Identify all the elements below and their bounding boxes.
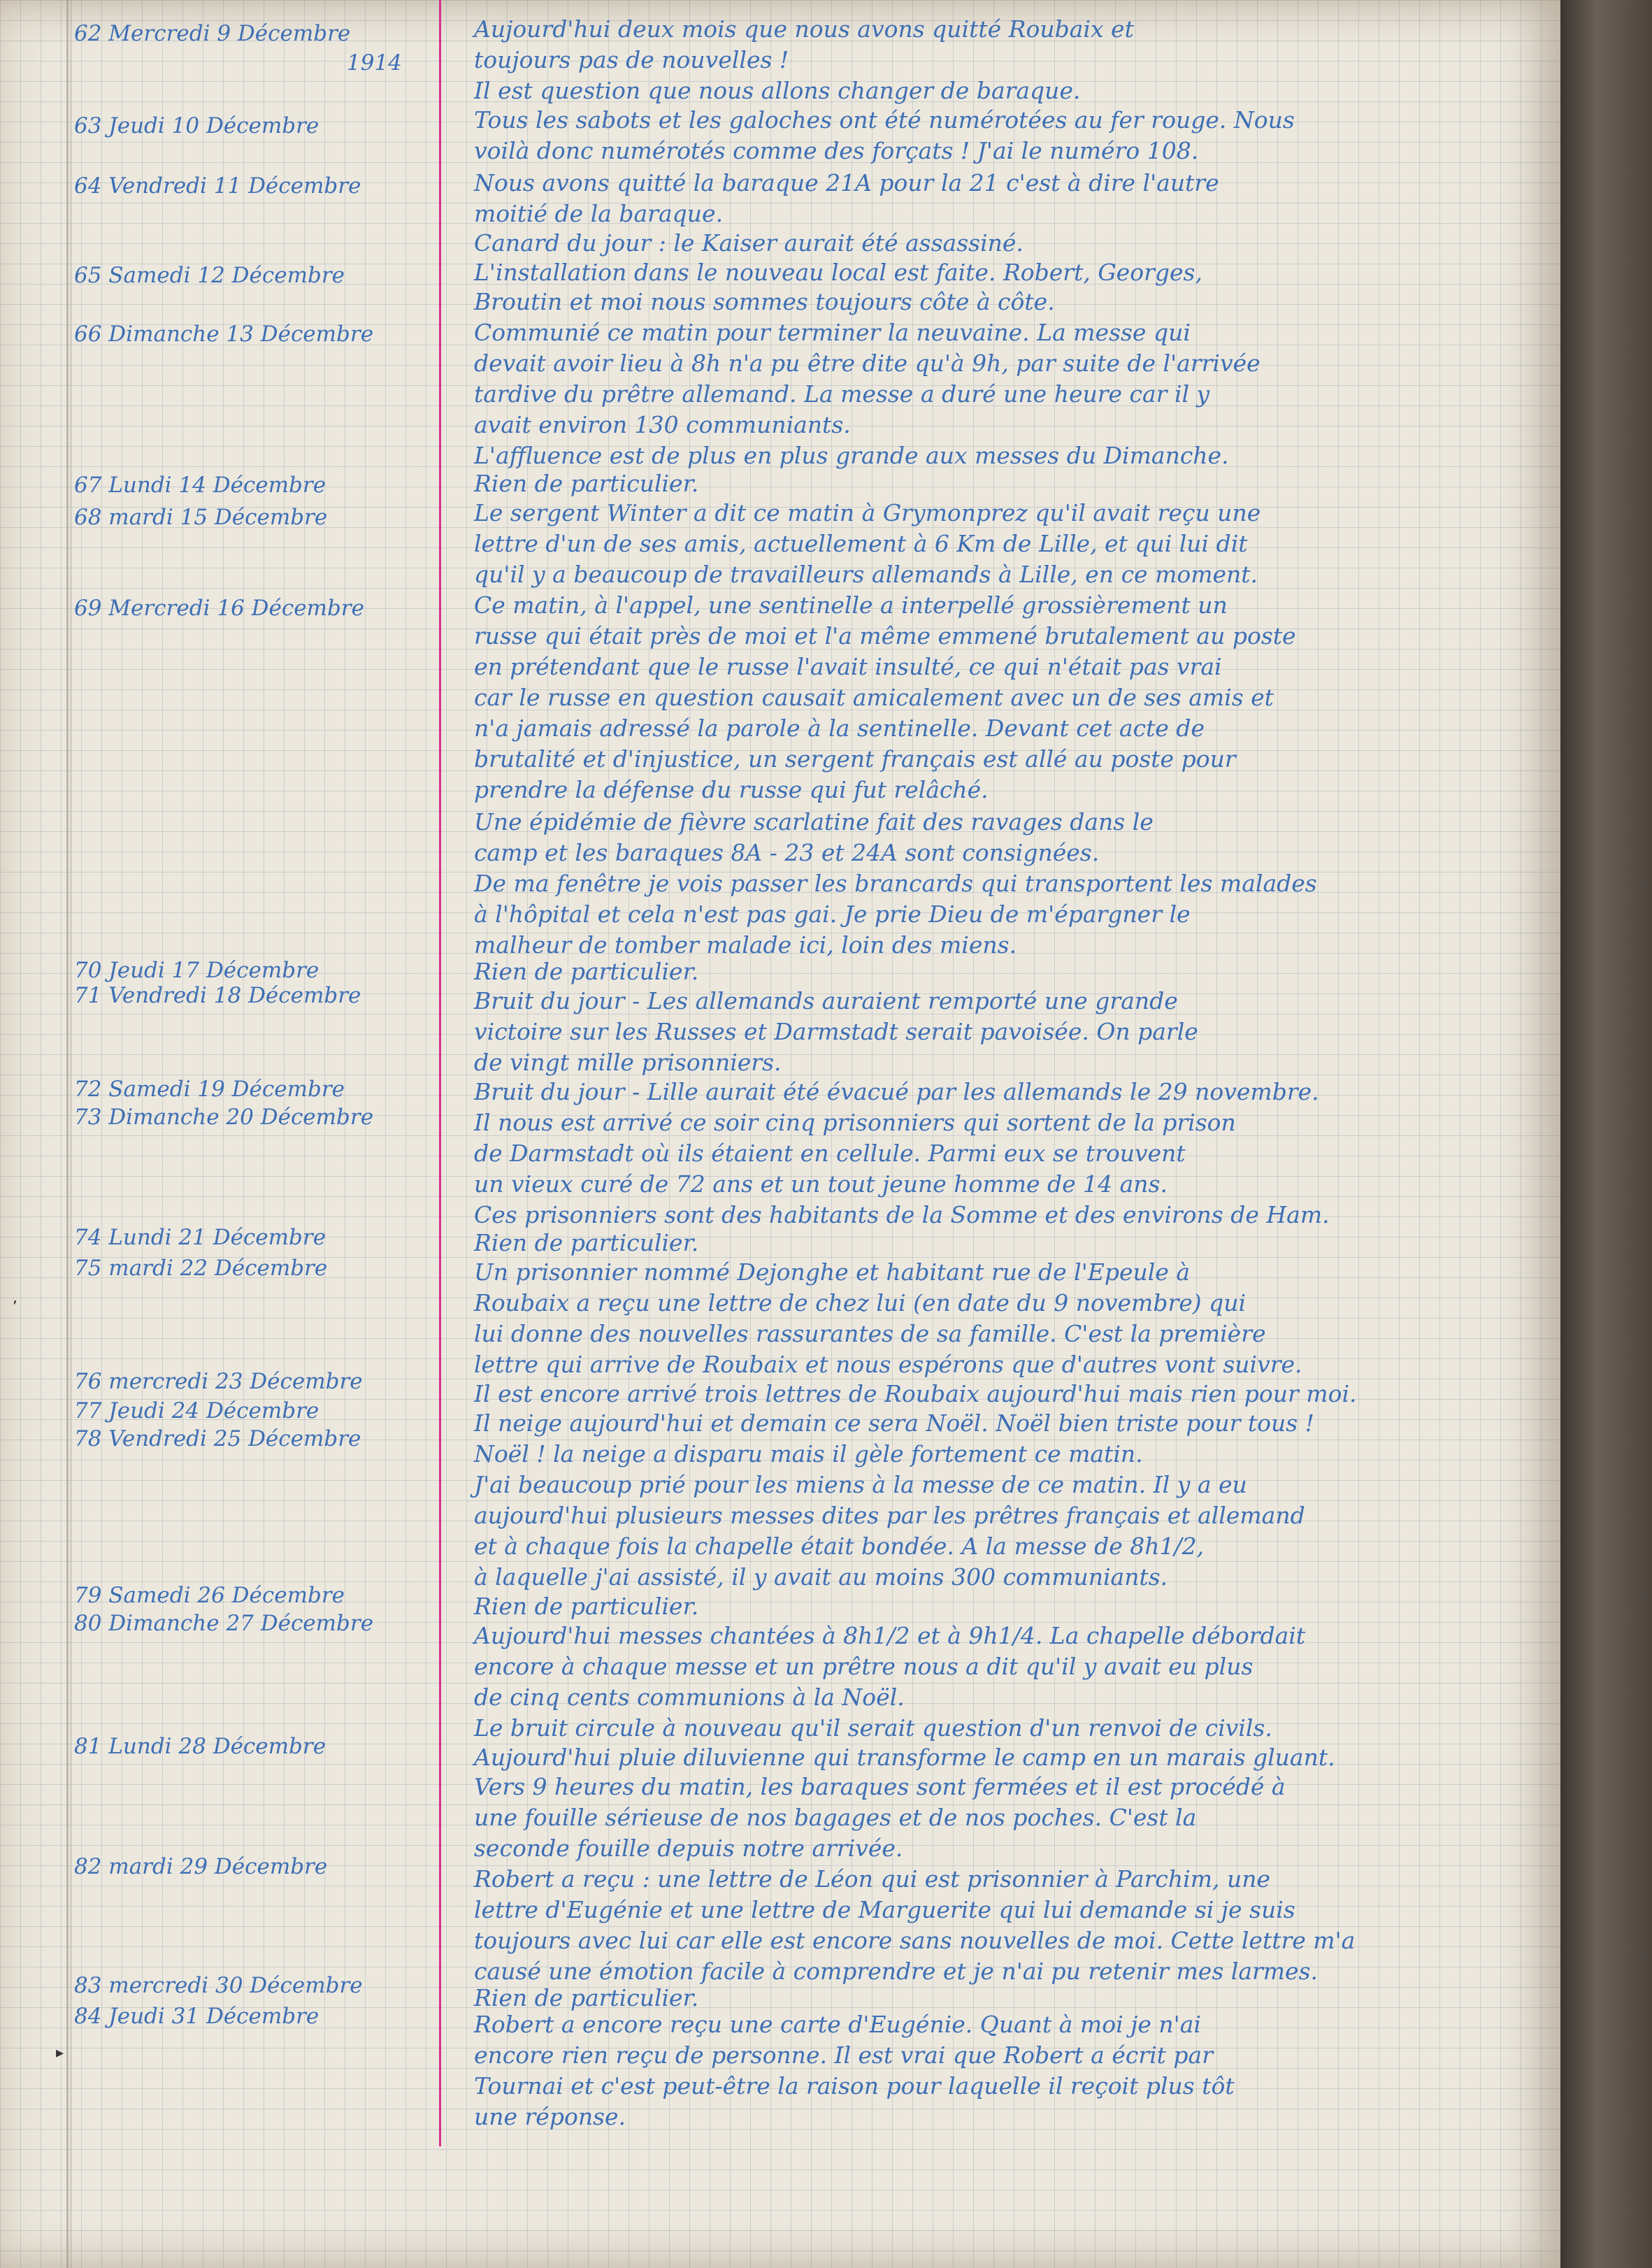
date-entry: 73 Dimanche 20 Décembre bbox=[74, 1105, 374, 1130]
entry-line: De ma fenêtre je vois passer les brancards qui transportent les malades bbox=[474, 870, 1317, 897]
entry-line: L'installation dans le nouveau local est faite. Robert, Georges, bbox=[474, 259, 1202, 286]
entry-line: J'ai beaucoup prié pour les miens à la messe de ce matin. Il y a eu bbox=[474, 1471, 1247, 1498]
entry-line: malheur de tomber malade ici, loin des miens. bbox=[474, 931, 1017, 959]
entry-line: seconde fouille depuis notre arrivée. bbox=[474, 1835, 903, 1862]
entry-line: car le russe en question causait amicalement avec un de ses amis et bbox=[474, 684, 1274, 711]
entry-line: Ces prisonniers sont des habitants de la Somme et des environs de Ham. bbox=[474, 1201, 1330, 1228]
entry-line: Un prisonnier nommé Dejonghe et habitant rue de l'Epeule à bbox=[474, 1258, 1191, 1286]
entry-line: lui donne des nouvelles rassurantes de sa famille. C'est la première bbox=[474, 1320, 1266, 1347]
entry-line: Le bruit circule à nouveau qu'il serait question d'un renvoi de civils. bbox=[474, 1714, 1272, 1742]
date-entry: 62 Mercredi 9 Décembre bbox=[74, 21, 351, 46]
stray-ink-mark: , bbox=[13, 1289, 17, 1307]
entry-line: toujours pas de nouvelles ! bbox=[474, 46, 789, 73]
entry-line: Il est encore arrivé trois lettres de Roubaix aujourd'hui mais rien pour moi. bbox=[474, 1380, 1357, 1407]
entry-line: Rien de particulier. bbox=[474, 958, 699, 985]
entry-line: Ce matin, à l'appel, une sentinelle a interpellé grossièrement un bbox=[474, 591, 1228, 619]
entry-line: moitié de la baraque. bbox=[474, 200, 724, 227]
entry-line: Rien de particulier. bbox=[474, 1229, 699, 1256]
entry-line: un vieux curé de 72 ans et un tout jeune homme de 14 ans. bbox=[474, 1170, 1168, 1198]
entry-line: Il neige aujourd'hui et demain ce sera Noël. Noël bien triste pour tous ! bbox=[474, 1409, 1314, 1437]
date-entry: 81 Lundi 28 Décembre bbox=[74, 1734, 326, 1759]
entry-line: Roubaix a reçu une lettre de chez lui (en date du 9 novembre) qui bbox=[474, 1289, 1247, 1316]
entry-line: encore rien reçu de personne. Il est vrai que Robert a écrit par bbox=[474, 2041, 1213, 2069]
date-entry: 70 Jeudi 17 Décembre bbox=[74, 958, 319, 983]
entry-line: victoire sur les Russes et Darmstadt serait pavoisée. On parle bbox=[474, 1018, 1198, 1045]
date-entry: 72 Samedi 19 Décembre bbox=[74, 1077, 345, 1102]
date-entry: 66 Dimanche 13 Décembre bbox=[74, 322, 374, 347]
entry-line: camp et les baraques 8A - 23 et 24A sont consignées. bbox=[474, 839, 1100, 866]
year-label: 1914 bbox=[347, 50, 402, 76]
entry-line: Une épidémie de fièvre scarlatine fait des ravages dans le bbox=[474, 808, 1154, 835]
date-entry: 65 Samedi 12 Décembre bbox=[74, 263, 345, 288]
entry-line: Bruit du jour - Lille aurait été évacué par les allemands le 29 novembre. bbox=[474, 1078, 1319, 1105]
date-entry: 84 Jeudi 31 Décembre bbox=[74, 2004, 319, 2029]
entry-line: Rien de particulier. bbox=[474, 1593, 699, 1620]
date-entry: 82 mardi 29 Décembre bbox=[74, 1854, 328, 1879]
entry-line: Il est question que nous allons changer de baraque. bbox=[474, 77, 1081, 104]
entry-line: n'a jamais adressé la parole à la sentinelle. Devant cet acte de bbox=[474, 715, 1205, 742]
date-entry: 83 mercredi 30 Décembre bbox=[74, 1973, 363, 1998]
entry-line: de cinq cents communions à la Noël. bbox=[474, 1684, 905, 1711]
entry-line: toujours avec lui car elle est encore sans nouvelles de moi. Cette lettre m'a bbox=[474, 1927, 1356, 1954]
red-margin-line bbox=[439, 0, 441, 2146]
entry-line: Noël ! la neige a disparu mais il gèle fortement ce matin. bbox=[474, 1440, 1143, 1467]
entry-line: Robert a reçu : une lettre de Léon qui est prisonnier à Parchim, une bbox=[474, 1865, 1270, 1893]
entry-line: Robert a encore reçu une carte d'Eugénie. Quant à moi je n'ai bbox=[474, 2011, 1201, 2038]
date-entry: 78 Vendredi 25 Décembre bbox=[74, 1426, 361, 1451]
entry-line: qu'il y a beaucoup de travailleurs allemands à Lille, en ce moment. bbox=[474, 561, 1258, 588]
entry-line: Bruit du jour - Les allemands auraient remporté une grande bbox=[474, 987, 1178, 1014]
entry-line: lettre d'Eugénie et une lettre de Marguerite qui lui demande si je suis bbox=[474, 1896, 1295, 1923]
date-entry: 71 Vendredi 18 Décembre bbox=[74, 983, 361, 1008]
entry-line: aujourd'hui plusieurs messes dites par les prêtres français et allemand bbox=[474, 1502, 1305, 1529]
entry-line: Le sergent Winter a dit ce matin à Grymonprez qu'il avait reçu une bbox=[474, 499, 1261, 526]
notebook-inner-edge-line bbox=[70, 0, 72, 2268]
entry-line: devait avoir lieu à 8h n'a pu être dite qu'à 9h, par suite de l'arrivée bbox=[474, 350, 1260, 377]
entry-line: Rien de particulier. bbox=[474, 470, 699, 497]
entry-line: en prétendant que le russe l'avait insulté, ce qui n'était pas vrai bbox=[474, 653, 1222, 680]
entry-line: Vers 9 heures du matin, les baraques sont fermées et il est procédé à bbox=[474, 1773, 1286, 1800]
entry-line: Rien de particulier. bbox=[474, 1984, 699, 2011]
entry-line: une réponse. bbox=[474, 2103, 626, 2130]
entry-line: lettre qui arrive de Roubaix et nous espérons que d'autres vont suivre. bbox=[474, 1351, 1302, 1378]
date-entry: 79 Samedi 26 Décembre bbox=[74, 1583, 345, 1608]
date-entry: 64 Vendredi 11 Décembre bbox=[74, 173, 361, 199]
date-entry: 69 Mercredi 16 Décembre bbox=[74, 596, 364, 621]
date-entry: 75 mardi 22 Décembre bbox=[74, 1256, 328, 1281]
entry-line: brutalité et d'injustice, un sergent français est allé au poste pour bbox=[474, 745, 1236, 773]
entry-line: Aujourd'hui pluie diluvienne qui transforme le camp en un marais gluant. bbox=[474, 1744, 1335, 1771]
date-entry: 80 Dimanche 27 Décembre bbox=[74, 1611, 374, 1636]
entry-line: Aujourd'hui messes chantées à 8h1/2 et à 9h1/4. La chapelle débordait bbox=[474, 1622, 1306, 1649]
entry-line: voilà donc numérotés comme des forçats ! J'ai le numéro 108. bbox=[474, 137, 1199, 164]
binding-spine bbox=[1560, 0, 1652, 2268]
date-entry: 76 mercredi 23 Décembre bbox=[74, 1369, 363, 1394]
date-entry: 74 Lundi 21 Décembre bbox=[74, 1225, 326, 1250]
entry-line: à laquelle j'ai assisté, il y avait au moins 300 communiants. bbox=[474, 1563, 1168, 1591]
entry-line: Tous les sabots et les galoches ont été numérotées au fer rouge. Nous bbox=[474, 106, 1295, 134]
entry-line: encore à chaque messe et un prêtre nous a dit qu'il y avait eu plus bbox=[474, 1653, 1254, 1680]
entry-line: et à chaque fois la chapelle était bondée. A la messe de 8h1/2, bbox=[474, 1533, 1205, 1560]
binding-hole-mark: ▸ bbox=[56, 2044, 64, 2062]
entry-line: prendre la défense du russe qui fut relâché. bbox=[474, 776, 989, 803]
entry-line: de vingt mille prisonniers. bbox=[474, 1049, 782, 1076]
entry-line: de Darmstadt où ils étaient en cellule. Parmi eux se trouvent bbox=[474, 1140, 1186, 1167]
entry-line: russe qui était près de moi et l'a même emmené brutalement au poste bbox=[474, 622, 1296, 649]
entry-line: Aujourd'hui deux mois que nous avons quitté Roubaix et bbox=[474, 15, 1134, 43]
entry-line: Canard du jour : le Kaiser aurait été assassiné. bbox=[474, 229, 1023, 257]
entry-line: Communié ce matin pour terminer la neuvaine. La messe qui bbox=[474, 319, 1191, 346]
date-entry: 77 Jeudi 24 Décembre bbox=[74, 1398, 319, 1423]
entry-line: tardive du prêtre allemand. La messe a duré une heure car il y bbox=[474, 380, 1210, 408]
entry-line: avait environ 130 communiants. bbox=[474, 411, 851, 438]
entry-line: Broutin et moi nous sommes toujours côte à côte. bbox=[474, 288, 1055, 315]
notebook-edge-line bbox=[66, 0, 69, 2268]
entry-line: Il nous est arrivé ce soir cinq prisonniers qui sortent de la prison bbox=[474, 1109, 1236, 1136]
date-entry: 67 Lundi 14 Décembre bbox=[74, 473, 326, 498]
date-entry: 63 Jeudi 10 Décembre bbox=[74, 113, 319, 138]
entry-line: à l'hôpital et cela n'est pas gai. Je prie Dieu de m'épargner le bbox=[474, 900, 1191, 928]
date-entry: 68 mardi 15 Décembre bbox=[74, 505, 328, 530]
entry-line: L'affluence est de plus en plus grande aux messes du Dimanche. bbox=[474, 442, 1229, 469]
entry-line: Nous avons quitté la baraque 21A pour la 21 c'est à dire l'autre bbox=[474, 169, 1219, 196]
entry-line: causé une émotion facile à comprendre et je n'ai pu retenir mes larmes. bbox=[474, 1958, 1319, 1985]
entry-line: lettre d'un de ses amis, actuellement à 6 Km de Lille, et qui lui dit bbox=[474, 530, 1248, 557]
entry-line: Tournai et c'est peut-être la raison pour laquelle il reçoit plus tôt bbox=[474, 2072, 1235, 2100]
entry-line: une fouille sérieuse de nos bagages et de nos poches. C'est la bbox=[474, 1804, 1197, 1831]
